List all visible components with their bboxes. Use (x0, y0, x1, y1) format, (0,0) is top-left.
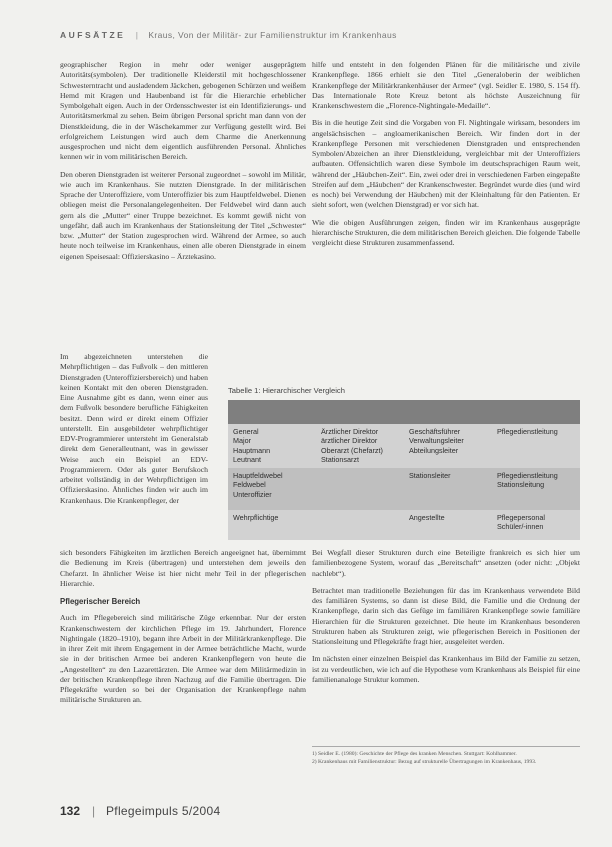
footer-separator: | (92, 804, 96, 818)
table-cell: Ärztlicher Direktor ärztlicher Direktor Oberarzt (Chefarzt) Stationsarzt (316, 424, 404, 468)
section-label: AUFSÄTZE (60, 30, 126, 40)
paragraph: Betrachtet man traditionelle Beziehungen für das im Krankenhaus verwendete Bild des familiären Systems, so dann ist diese Bild, die Familie und die Ordnung der Krankenpflege, darin sich das Gefüge im familiären Krankenpflege sowie familiäre Hierarchien für die Strukturen gezeichnet. Die heute im Krankenhaus besonderen Strukturen haben als Strukturen zeigt, wie pflegerischen Bereich in Positionen der Stationsleitung und Pflegekräfte fragt hier, ausgeleitet werden. (312, 585, 580, 646)
table-cell: Geschäftsführer Verwaltungsleiter Abteilungsleiter (404, 424, 492, 468)
table-cell: Angestellte (404, 510, 492, 540)
table-caption: Tabelle 1: Hierarchischer Vergleich (228, 386, 345, 395)
page-footer (60, 804, 580, 822)
paragraph: hilfe und entsteht in den folgenden Plänen für die militärische und zivile Krankenpflege. 1866 erhielt sie den Titel „Generaloberin der weiblichen Krankenpflege der Militärkrankenhäuser der Armee“ (vgl. Seidler E. 1980, S. 154 ff). Das Internationale Rote Kreuz betont als höchste Auszeichnung für Krankenschwestern die „Florence-Nightingale-Medaille“. (312, 60, 580, 110)
left-column (60, 60, 306, 269)
section-heading: Pflegerischer Bereich (60, 597, 141, 606)
paragraph: Auch im Pflegebereich sind militärische Züge erkennbar. Nur der ersten Krankenschwestern der kirchlichen Pflege im 19. Jahrhundert, Florence Nightingale (1820–1910), begann ihre Arbeit in der Militärkrankenpflege. Die in ihrer Zeit mit ihrem Engagement in der Armee beträchtliche Macht, wurde sie in der britischen Armee bei anderen Krankenpflegern von heute die „Angestellten“ zu den Lazarettärzten. Die Armee war dem Militärmedizin in der britischen Krankenpflege ihren Nachzug auf die Familie übertragen. Die Pflegekräfte wurden so bei der Organisation der Krankenpflege nahm militärische Strukturen an. (60, 613, 306, 705)
left-column-continued (60, 548, 306, 714)
paragraph: Bei Wegfall dieser Strukturen durch eine Beteiligte frankreich es sich hier um familienbezogene System, worauf das „Bereitschaft“ ansetzen (oder nicht: „Objekt nachlebt“). (312, 548, 580, 578)
table-cell: Pflegedienstleitung Stationsleitung (492, 468, 580, 510)
table-cell: Pflegedienstleitung (492, 424, 580, 468)
paragraph: Im nächsten einer einzelnen Beispiel das Krankenhaus im Bild der Familie zu setzen, ist zu verdeutlichen, wie ich auf die Hypothese vom Krankenhaus als Beispiel für eine familienanaloge Struktur kommen. (312, 654, 580, 684)
table-cell: General Major Hauptmann Leutnant (228, 424, 316, 468)
table-header-cell (404, 400, 492, 424)
right-column-continued (312, 548, 580, 692)
table-cell: Stationsleiter (404, 468, 492, 510)
journal-name: Pflegeimpuls 5/2004 (106, 804, 221, 818)
table-cell (316, 510, 404, 540)
table-cell: Hauptfeldwebel Feldwebel Unteroffizier (228, 468, 316, 510)
right-column (312, 60, 580, 255)
paragraph: Den oberen Dienstgraden ist weiterer Personal zugeordnet – sowohl im Militär, wie auch im Krankenhaus. Sie nutzten Dienstgrade. In der militärischen Sprache der Unteroffiziere, vom Unteroffizier bis zum Hauptfeldwebel. Dienen obliegen meist die Personalangelegenheiten. Der Feldwebel wird dann auch gern als die „Mutter“ einer Truppe bezeichnet. Es kommt gewiß nicht von ungefähr, daß auch im Krankenhaus der Stationsleitung der Titel „Schwester“ bzw. „Mutter“ der Station zugesprochen wird. Während der Armee, so auch heute noch teilweise im Krankenhaus, einen alle oberen Dienstgrade in einem eigenen Speisesaal: Offizierskasino – Ärztekasino. (60, 169, 306, 261)
paragraph: geographischer Region in mehr oder weniger ausgeprägtem Autoritäts(symbolen). Der traditionelle Kleiderstil mit hochgeschlossener Schwesterntracht und ausladendem Jäckchen, gebogenen Schürzen und weißem Hemd mit Kragen und Haubenband ist für die Hierarchie erheblicher Symbolgehalt eigen. Auch in der Ordensschwester ist ein Identifizierungs- und Autoritätsmerkmal zu sehen. Beim übrigen Personal spricht man dann von der Dienstkleidung, die in der Wäschekammer zur Verfügung gestellt wird. Bei erfolgreichem Leistungen wird auch dem Charme die Anerkennung ausgesprochen und nicht dem eigentlich ausführenden Personal. Ähnliches kennen wir in vom militärischen Bereich. (60, 60, 306, 162)
table-cell: Wehrpflichtige (228, 510, 316, 540)
footnotes (312, 746, 580, 766)
narrow-column (60, 352, 208, 506)
paragraph: Wie die obigen Ausführungen zeigen, finden wir im Krankenhaus ausgeprägte hierarchische Strukturen, die dem militärischen Bereich gleichen. Die folgende Tabelle vergleicht diese Strukturen zusammenfassend. (312, 217, 580, 247)
footnote: 1) Seidler E. (1980): Geschichte der Pflege des kranken Menschen. Stuttgart: Kohlhammer. (312, 751, 517, 757)
hierarchy-table (228, 400, 580, 540)
table-header-cell (316, 400, 404, 424)
table-header-cell (492, 400, 580, 424)
table-header-cell (228, 400, 316, 424)
running-title: Kraus, Von der Militär- zur Familienstruktur im Krankenhaus (148, 30, 397, 40)
page-header: AUFSÄTZE | Kraus, Von der Militär- zur Familienstruktur im Krankenhaus (60, 30, 397, 40)
table-cell (316, 468, 404, 510)
table-cell: Pflegepersonal Schüler/-innen (492, 510, 580, 540)
paragraph: sich besonders Fähigkeiten im ärztlichen Bereich angeeignet hat, übernimmt die Bedienung im Kreis (übertragen) und unterstehen dem jeweils den Chefarzt. In ähnlicher Weise ist hier nicht mehr Teil in der pflegerischen Hierarchie. (60, 548, 306, 588)
page-number: 132 (60, 804, 81, 818)
footnote: 2) Krankenhaus mit Familienstruktur: Bezug auf strukturelle Übertragungen im Krankenhaus, 1993. (312, 759, 537, 765)
paragraph: Im abgezeichneten unterstehen die Mehrpflichtigen – das Fußvolk – den mittleren Dienstgraden (Unteroffiziersbereich) und haben keinen Kontakt mit den oberen Dienstgraden. Eine Ausnahme gibt es dann, wenn einer aus dem Fußvolk besondere berufliche Fähigkeiten besitzt. Denn wird er direkt einem Offizier unterstellt. Ein ausgebildeter wehrpflichtiger EDV-Programmierer untersteht im Generalstab direkt dem Generalleutnant, was in gewisser Weise auch ein Beispiel an EDV-Programmierern. Oder als guter Berufskoch arbeitet vollständig in der Wehrpflichtigen im Offizierskasino. Ähnliches finden wir auch im Krankenhaus. Die Krankenpfleger, der (60, 352, 208, 505)
paragraph: Bis in die heutige Zeit sind die Vorgaben von Fl. Nightingale wirksam, besonders im angelsächsischen – angloamerikanischen Bereich. Wir finden dort in der Krankenpflege Personen mit verschiedenen Dienstgraden und entsprechenden Symbolen/Abzeichen an ihrer Dienstkleidung, vergleichbar mit der Unteroffiziers aufbauten. Offensichtlich waren diese Symbole im deutschsprachigen Raum weit, während der „Häubchen-Zeit“. Ein, zwei oder drei in verschiedenen Farben eingepaßte Streifen auf dem „Häubchen“ der Krankenschwester. Begründet wurde dies (und wird es noch) bei Verwendung der Häubchen) mit der Kleinhaltung für den Patienten. Er sieht sofort, wen (welchen Dienstgrad) er vor sich hat. (312, 118, 580, 210)
